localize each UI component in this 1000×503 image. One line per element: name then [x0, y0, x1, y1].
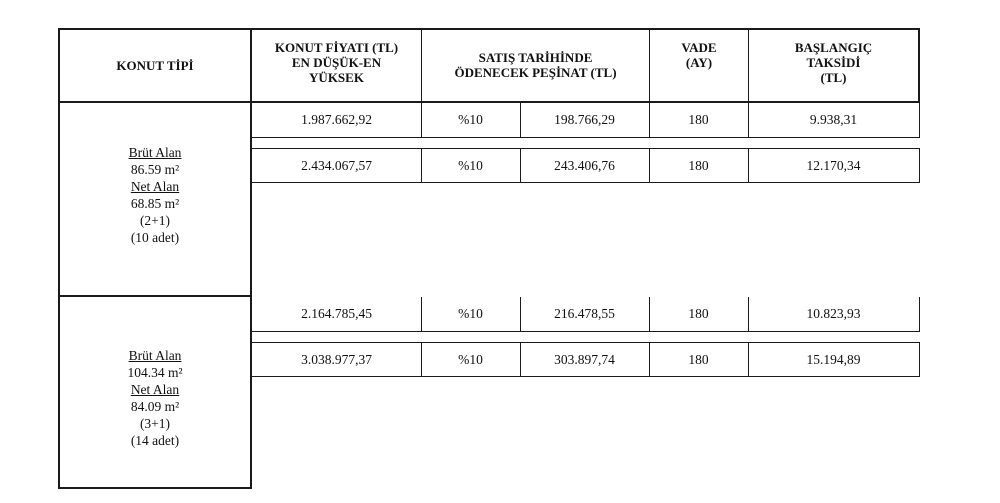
rate-cell: %10: [421, 149, 521, 182]
downpayment-cell: 198.766,29: [520, 103, 650, 137]
header-taksit-line1: BAŞLANGIÇ: [794, 40, 873, 55]
downpayment-cell: 216.478,55: [520, 297, 650, 331]
type-column-divider: [250, 28, 252, 489]
term-cell: 180: [649, 343, 749, 376]
header-konut-tipi: KONUT TİPİ: [116, 58, 194, 73]
term-cell: 180: [649, 297, 749, 331]
price-cell: 2.434.067,57: [252, 149, 422, 182]
group2-type-info: [60, 347, 250, 449]
group1-row1: [252, 103, 920, 138]
group2-net-label: Net Alan: [130, 382, 180, 397]
price-cell: 1.987.662,92: [252, 103, 422, 137]
rate-cell: %10: [421, 103, 521, 137]
group1-rooms: (2+1): [139, 213, 171, 228]
group2-net-value: 84.09 m²: [130, 399, 180, 414]
group1-net-label: Net Alan: [130, 179, 180, 194]
header-fiyat-line1: KONUT FİYATI (TL): [274, 40, 399, 55]
header-vade: [650, 40, 748, 70]
downpayment-cell: 243.406,76: [520, 149, 650, 182]
installment-cell: 15.194,89: [806, 351, 861, 367]
group1-brut-value: 86.59 m²: [130, 162, 180, 177]
table-top-border: [58, 28, 920, 30]
header-pesinat: [422, 50, 649, 80]
group2-row1: [252, 297, 920, 332]
header-vade-line1: VADE: [681, 40, 717, 55]
header-vade-line2: (AY): [685, 55, 713, 70]
price-cell: 3.038.977,37: [252, 343, 422, 376]
header-taksit-line3: (TL): [820, 70, 847, 85]
downpayment-cell: 303.897,74: [520, 343, 650, 376]
rate-cell: %10: [421, 297, 521, 331]
header-pesinat-line2: ÖDENECEK PEŞİNAT (TL): [454, 65, 617, 80]
header-taksit-line2: TAKSİDİ: [806, 55, 861, 70]
group1-net-value: 68.85 m²: [130, 196, 180, 211]
term-cell: 180: [649, 103, 749, 137]
header-right-border: [918, 28, 920, 103]
group1-type-info: [60, 144, 250, 246]
term-cell: 180: [649, 149, 749, 182]
header-taksit: [749, 40, 918, 85]
installment-cell: 12.170,34: [806, 157, 861, 173]
header-fiyat-line2: EN DÜŞÜK-EN: [291, 55, 382, 70]
group2-row2: [252, 342, 920, 377]
group1-bottom-border: [58, 295, 252, 297]
group2-brut-label: Brüt Alan: [128, 348, 182, 363]
group2-count: (14 adet): [130, 433, 180, 448]
installment-cell: 9.938,31: [809, 112, 858, 127]
group1-count: (10 adet): [130, 230, 180, 245]
group1-row2: [252, 148, 920, 183]
group2-rooms: (3+1): [139, 416, 171, 431]
group2-bottom-border: [58, 487, 252, 489]
rate-cell: %10: [421, 343, 521, 376]
header-fiyat-line3: YÜKSEK: [309, 70, 364, 85]
header-pesinat-line1: SATIŞ TARİHİNDE: [478, 50, 593, 65]
header-konut-fiyati: [252, 40, 421, 85]
installment-cell: 10.823,93: [806, 306, 861, 321]
group1-brut-label: Brüt Alan: [128, 145, 182, 160]
group2-brut-value: 104.34 m²: [127, 365, 183, 380]
price-cell: 2.164.785,45: [252, 297, 422, 331]
